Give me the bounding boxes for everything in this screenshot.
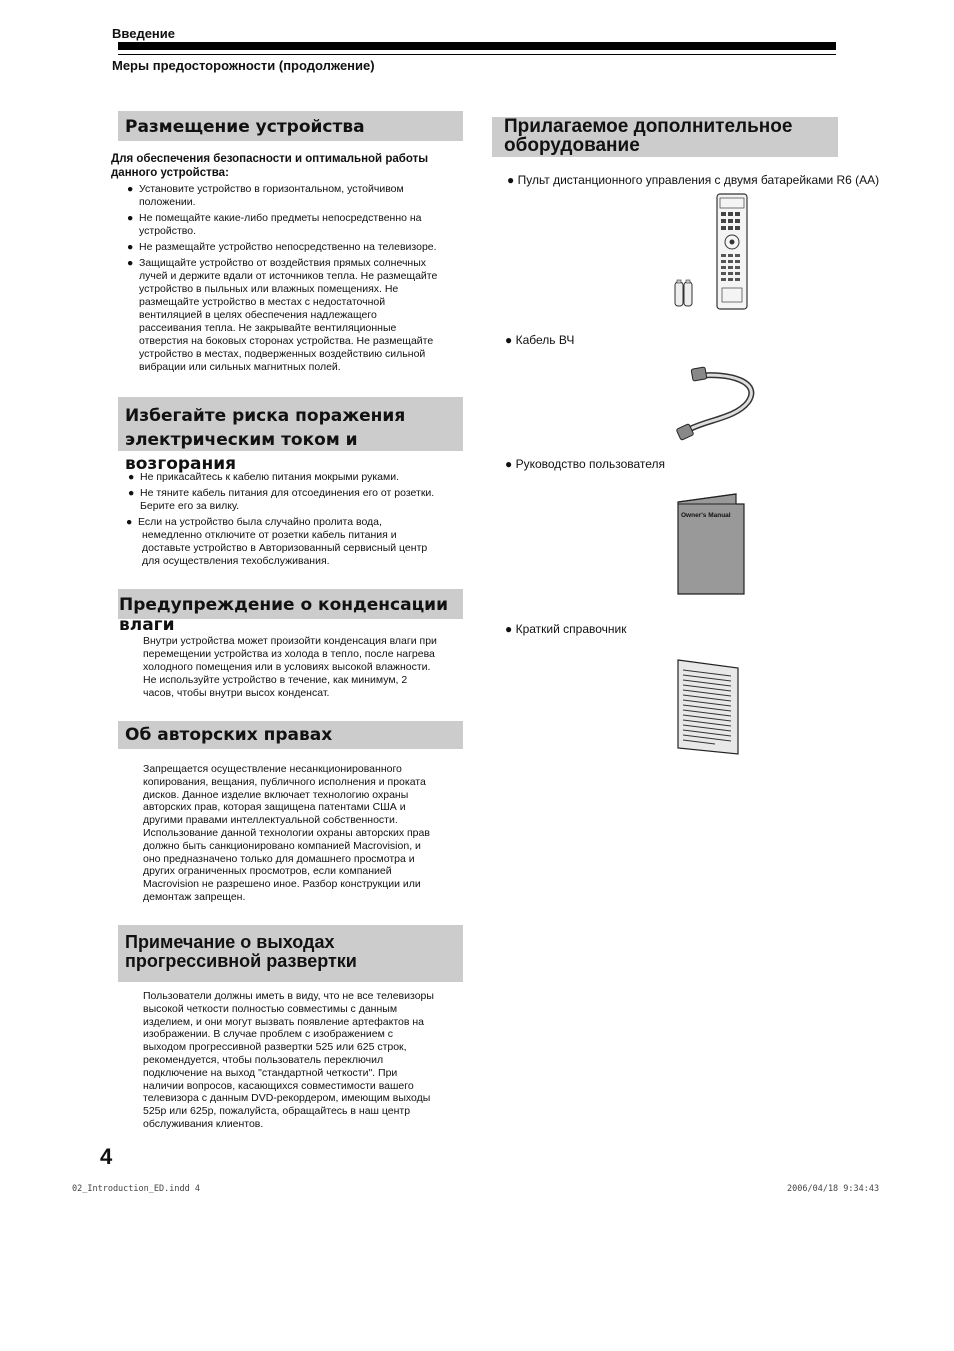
text-line: копирования, вещания, публичного исполнения и проката bbox=[143, 775, 426, 788]
text-line: 525p или 625p, пожалуйста, обращайтесь в наш центр bbox=[143, 1105, 411, 1118]
accessories-heading-line: Прилагаемое дополнительное bbox=[504, 116, 793, 137]
accessories-heading-line: оборудование bbox=[504, 135, 640, 156]
bullet-line: Не размещайте устройство непосредственно на телевизоре. bbox=[139, 241, 437, 253]
section-subtitle: Меры предосторожности (продолжение) bbox=[112, 58, 375, 73]
bullet-line: отверстия на боковых сторонах устройства. Не размещайте bbox=[139, 335, 434, 347]
placement-intro bbox=[111, 152, 481, 180]
header-rule bbox=[118, 54, 836, 55]
progressive-heading-line: Примечание о выходах bbox=[125, 932, 335, 952]
bullet-item bbox=[127, 257, 472, 374]
owners-manual-illustration bbox=[676, 492, 746, 596]
text-line: обслуживания клиентов. bbox=[143, 1117, 264, 1130]
document-icon bbox=[678, 660, 738, 754]
placement-heading bbox=[118, 111, 463, 141]
bullet-line: Если на устройство была случайно пролита вода, bbox=[138, 516, 382, 528]
bullet-line: размещайте устройство в местах с недостаточной bbox=[139, 296, 386, 308]
cable-item-label: ● Кабель ВЧ bbox=[505, 333, 575, 347]
bullet-dot: ● bbox=[127, 183, 134, 195]
text-line: Внутри устройства может произойти конденсация влаги при bbox=[143, 635, 437, 647]
page-number: 4 bbox=[100, 1144, 113, 1169]
copyright-heading-text: Об авторских правах bbox=[125, 725, 333, 745]
placement-intro-line: Для обеспечения безопасности и оптимальной работы bbox=[111, 153, 429, 165]
bullet-line: Не помещайте какие-либо предметы непосредственно на bbox=[139, 212, 422, 224]
bullet-item bbox=[128, 471, 473, 484]
text-line: выходом прогрессивной развертки 525 или 625 строк, bbox=[143, 1041, 407, 1054]
bullet-item bbox=[128, 487, 473, 513]
condensation-heading-text: Предупреждение о конденсации влаги bbox=[119, 595, 449, 635]
bullet-line: Берите его за вилку. bbox=[140, 500, 240, 512]
placement-bullets bbox=[127, 183, 472, 377]
text-line: дисков. Данное изделие включает технологию охраны bbox=[143, 788, 409, 801]
text-line: перемещении устройства из холода в тепло, после нагрева bbox=[143, 648, 435, 660]
bullet-dot: ● bbox=[127, 257, 134, 269]
text-line: рекомендуется, чтобы пользователь переключил bbox=[143, 1053, 384, 1066]
bullet-dot: ● bbox=[128, 471, 135, 483]
rf-cable-illustration bbox=[670, 362, 760, 444]
text-line: демонтаж запрещен. bbox=[143, 890, 246, 903]
bullet-line: немедленно отключите от розетки кабель питания и bbox=[142, 529, 397, 541]
text-line: изображении. В случае проблем с изображением с bbox=[143, 1028, 393, 1041]
shock-bullets bbox=[128, 471, 473, 571]
bullet-line: устройство в местах, подверженных воздействию сильной bbox=[139, 348, 426, 360]
bullet-item bbox=[127, 212, 472, 238]
bullet-line: вибрации или сильных магнитных полей. bbox=[139, 361, 341, 373]
shock-heading bbox=[118, 397, 463, 474]
section-title: Введение bbox=[112, 26, 175, 41]
bullet-dot: ● bbox=[126, 516, 133, 528]
shock-heading-line: Избегайте риска поражения bbox=[125, 406, 406, 426]
bullet-item bbox=[127, 241, 472, 254]
remote-item-label: ● Пульт дистанционного управления с двумя батарейками R6 (AA) bbox=[507, 173, 880, 187]
battery-icon bbox=[675, 280, 692, 306]
accessories-heading bbox=[492, 117, 838, 157]
bullet-line: Не прикасайтесь к кабелю питания мокрыми руками. bbox=[140, 471, 400, 483]
text-line: Пользователи должны иметь в виду, что не все телевизоры bbox=[143, 990, 434, 1002]
bullet-line: лучей и держите вдали от источников тепла. Не размещайте bbox=[139, 270, 438, 282]
remote-control-illustration bbox=[670, 192, 752, 312]
text-line: Запрещается осуществление несанкционированного bbox=[143, 763, 402, 775]
shock-heading-line: электрическим током и возгорания bbox=[125, 430, 358, 474]
text-line: других ограниченных просмотров, если компанией bbox=[143, 865, 392, 878]
bullet-item bbox=[127, 183, 472, 209]
text-line: изделием, и они могут вызвать появление артефактов на bbox=[143, 1015, 424, 1028]
bullet-line: для осуществления техобслуживания. bbox=[142, 555, 330, 567]
text-line: должно быть санкционировано компанией Macrovision, и bbox=[143, 839, 421, 852]
bullet-item bbox=[126, 516, 473, 568]
text-line: оно предназначено только для домашнего просмотра и bbox=[143, 852, 415, 865]
manual-cover-text: Owner's Manual bbox=[681, 512, 731, 519]
text-line: Использование данной технологии охраны авторских прав bbox=[143, 826, 430, 839]
bullet-line: рассеивания тепла. Не закрывайте вентиляционные bbox=[139, 322, 397, 334]
copyright-body bbox=[143, 763, 473, 904]
bullet-line: Не тяните кабель питания для отсоединения его от розетки. bbox=[140, 487, 435, 499]
condensation-body bbox=[143, 635, 473, 700]
condensation-heading bbox=[118, 589, 463, 635]
bullet-dot: ● bbox=[128, 487, 135, 499]
book-icon bbox=[676, 492, 746, 596]
text-line: подключение на выход "стандартной четкости". При bbox=[143, 1066, 398, 1079]
bullet-dot: ● bbox=[127, 212, 134, 224]
footer-timestamp: 2006/04/18 9:34:43 bbox=[787, 1184, 880, 1194]
progressive-heading bbox=[118, 925, 463, 982]
text-line: авторских прав, которая защищена патентами США и bbox=[143, 801, 406, 814]
text-line: другими правами интеллектуальной собственности. bbox=[143, 814, 398, 827]
manual-item-label: ● Руководство пользователя bbox=[505, 457, 666, 471]
copyright-heading bbox=[118, 721, 463, 749]
text-line: Macrovision не разрешено иное. Разбор конструкции или bbox=[143, 878, 421, 891]
bullet-dot: ● bbox=[127, 241, 134, 253]
bullet-line: устройство. bbox=[139, 225, 197, 237]
text-line: высокой четкости полностью совместимы с данным bbox=[143, 1002, 398, 1015]
bullet-line: положении. bbox=[139, 196, 196, 208]
bullet-line: Установите устройство в горизонтальном, устойчивом bbox=[139, 183, 404, 195]
text-line: холодного помещения или в условиях высокой влажности. bbox=[143, 661, 431, 673]
cable-icon bbox=[676, 367, 751, 441]
placement-heading-text: Размещение устройства bbox=[125, 117, 365, 137]
text-line: наличии вопросов, касающихся совместимости вашего bbox=[143, 1079, 414, 1092]
bullet-line: устройство в пыльных или влажных помещениях. Не bbox=[139, 283, 399, 295]
bullet-line: Защищайте устройство от воздействия прямых солнечных bbox=[139, 257, 427, 269]
quick-reference-illustration bbox=[675, 658, 741, 756]
placement-intro-line: данного устройства: bbox=[111, 167, 229, 179]
bullet-line: доставьте устройство в Авторизованный сервисный центр bbox=[142, 542, 428, 554]
bullet-line: вентиляцией в целях обеспечения надлежащего bbox=[139, 309, 377, 321]
remote-icon bbox=[717, 194, 747, 309]
quick-guide-item-label: ● Краткий справочник bbox=[505, 622, 627, 636]
text-line: телевизора с данным DVD-рекордером, имеющим выходы bbox=[143, 1092, 431, 1105]
progressive-heading-line: прогрессивной развертки bbox=[125, 951, 357, 971]
text-line: часов, чтобы внутри высох конденсат. bbox=[143, 687, 330, 699]
header-bar bbox=[118, 42, 836, 50]
footer-file-name: 02_Introduction_ED.indd 4 bbox=[72, 1184, 200, 1194]
text-line: Не используйте устройство в течение, как минимум, 2 bbox=[143, 674, 408, 686]
progressive-body bbox=[143, 990, 473, 1131]
